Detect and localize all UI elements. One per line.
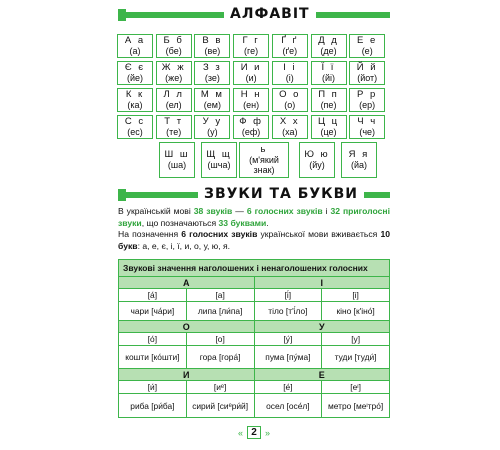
vowel-example: сирий [сиᵉри́й] <box>187 394 255 417</box>
vowel-transcription: [у́] <box>255 333 323 346</box>
letter: З з <box>203 62 222 73</box>
letter-name: (ге) <box>244 46 259 56</box>
letter-cell <box>117 34 153 58</box>
page-number-box: 2 <box>247 426 261 439</box>
intro-32-consonants: 32 приголосні звуки <box>118 206 391 228</box>
letter: ь <box>260 144 268 155</box>
letter-name: (пе) <box>320 100 337 110</box>
vowel-example: тіло [т'і́ло] <box>255 302 323 321</box>
letter-name: (йе) <box>126 73 144 83</box>
letter-name: (у) <box>207 127 218 137</box>
letter-cell <box>349 61 385 85</box>
letter-cell <box>156 88 192 112</box>
letter-name: (ша) <box>167 160 187 170</box>
letter-name: (ґе) <box>282 46 298 56</box>
vowel-transcription: [і́] <box>255 289 323 302</box>
vowel-example: гора [гора́] <box>187 346 255 369</box>
letter-name: (ка) <box>127 100 143 110</box>
letter-name: (ха) <box>282 127 298 137</box>
vowel-example: кіно [к'іно́] <box>322 302 389 321</box>
vowel-example: риба [ри́ба] <box>119 394 187 417</box>
letter: Ц ц <box>317 116 340 127</box>
letter-cell <box>311 88 347 112</box>
vowel-letter: О <box>119 321 255 333</box>
letter: І і <box>283 62 297 73</box>
letter-cell <box>194 115 230 139</box>
intro-dash: — <box>232 206 247 216</box>
letter-name: (йі) <box>321 73 336 83</box>
intro-letter-list: : а, е, є, і, ї, и, о, у, ю, я. <box>137 240 231 251</box>
chevron-right-icon: » <box>265 427 271 438</box>
letter-cell <box>233 115 269 139</box>
letter-cell <box>233 61 269 85</box>
vowel-transcription: [у] <box>322 333 389 346</box>
letter-name: (йа) <box>350 160 368 170</box>
letter: Ю ю <box>304 149 330 160</box>
letter: Й й <box>356 62 378 73</box>
vowel-example: липа [ли́па] <box>187 302 255 321</box>
letter: Д д <box>318 35 339 46</box>
letter-cell <box>349 34 385 58</box>
vowel-table-header: Звукові значення наголошених і ненаголошених голосних <box>119 260 389 277</box>
letter-name: (е) <box>361 46 373 56</box>
letter-cell <box>194 88 230 112</box>
letter-name: (йот) <box>357 73 378 83</box>
vowel-example: осел [осе́л] <box>255 394 323 417</box>
letter: Ф ф <box>239 116 263 127</box>
intro-dot: . <box>266 217 269 228</box>
letter-cell <box>233 88 269 112</box>
vowel-transcription: [иᵉ] <box>187 381 255 394</box>
letter-name: (і) <box>285 73 294 83</box>
letter: О о <box>279 89 301 100</box>
letter: С с <box>124 116 146 127</box>
vowel-transcription: [о] <box>187 333 255 346</box>
vowel-transcription: [е́] <box>255 381 323 394</box>
letter: И и <box>240 62 262 73</box>
letter-name: (а) <box>129 46 141 56</box>
letter: Б б <box>163 35 184 46</box>
vowel-example: кошти [ко́шти] <box>119 346 187 369</box>
intro-text: В українській мові <box>118 206 194 216</box>
letter: Л л <box>163 89 184 100</box>
letter: Н н <box>240 89 262 100</box>
letter-cell <box>194 34 230 58</box>
letter: Є є <box>124 62 146 73</box>
letter-cell <box>194 61 230 85</box>
letter-name: (це) <box>320 127 337 137</box>
intro-mid: , що позначаються <box>141 217 219 228</box>
letter: Ж ж <box>161 62 186 73</box>
letter-name: (де) <box>320 46 337 56</box>
vowel-transcription: [и́] <box>119 381 187 394</box>
letter-cell <box>272 115 308 139</box>
letter-name: (че) <box>359 127 376 137</box>
vowel-example: чари [ча́ри] <box>119 302 187 321</box>
alphabet-title: АЛФАВІТ <box>224 6 316 22</box>
letter-name: (ес) <box>127 127 143 137</box>
intro-6-vowels-b: 6 голосних звуків <box>181 229 258 239</box>
letter-cell <box>117 61 153 85</box>
letter-cell <box>159 142 195 178</box>
letter-name: (ер) <box>359 100 376 110</box>
vowel-letter: Е <box>255 369 390 381</box>
sounds-title: ЗВУКИ ТА БУКВИ <box>198 186 364 202</box>
alphabet-grid <box>117 34 389 190</box>
letter: Ґ ґ <box>281 35 299 46</box>
letter: Ч ч <box>357 116 378 127</box>
intro-2b: української мови вживається <box>257 229 381 239</box>
letter-cell <box>233 34 269 58</box>
letter-cell <box>341 142 377 178</box>
letter-name: (йу) <box>309 160 325 170</box>
letter-cell <box>156 115 192 139</box>
letter-cell <box>272 88 308 112</box>
intro-and: і <box>322 206 331 216</box>
letter-name: (ен) <box>243 100 260 110</box>
letter: Х х <box>279 116 300 127</box>
letter-cell <box>239 142 289 178</box>
letter: К к <box>125 89 145 100</box>
vowel-example: метро [меᶦтро́] <box>328 400 384 411</box>
intro-10-letters: 10 букв <box>118 229 390 251</box>
vowel-transcription: [і] <box>322 289 389 302</box>
vowel-letter: И <box>119 369 255 381</box>
letter-cell <box>156 61 192 85</box>
letter: Ш ш <box>164 149 190 160</box>
letter-cell <box>272 61 308 85</box>
letter-name: (ве) <box>204 46 221 56</box>
letter-cell <box>299 142 335 178</box>
letter-name: (еф) <box>241 127 261 137</box>
letter-name: (шча) <box>207 160 231 170</box>
intro-33-letters: 33 буквами <box>218 217 267 228</box>
letter-name: (же) <box>165 73 183 83</box>
letter-cell <box>349 115 385 139</box>
letter-name: (зе) <box>204 73 220 83</box>
letter: Г г <box>242 35 260 46</box>
intro-6-vowels: 6 голосних звуків <box>246 206 323 216</box>
letter: Ї ї <box>321 62 336 73</box>
vowel-example: пума [пу́ма] <box>255 346 323 369</box>
chevron-left-icon: « <box>238 427 244 438</box>
vowel-letter: У <box>255 321 390 333</box>
page-number <box>238 426 270 439</box>
letter: В в <box>202 35 223 46</box>
vowel-transcription: [о́] <box>119 333 187 346</box>
letter-cell <box>311 61 347 85</box>
letter: Е е <box>357 35 378 46</box>
letter-name: (ем) <box>203 100 221 110</box>
letter-cell <box>201 142 237 178</box>
letter-name: (ел) <box>165 100 182 110</box>
letter-name: (и) <box>245 73 257 83</box>
letter: М м <box>200 89 224 100</box>
letter-cell <box>272 34 308 58</box>
letter: Т т <box>164 116 184 127</box>
vowel-transcription: [еᶦ] <box>322 381 389 394</box>
vowel-transcription: [а] <box>187 289 255 302</box>
sounds-intro <box>118 206 390 252</box>
letter: П п <box>318 89 339 100</box>
letter: Р р <box>357 89 378 100</box>
vowel-letter: І <box>255 277 390 289</box>
letter-cell <box>117 115 153 139</box>
letter-cell <box>311 34 347 58</box>
vowel-table <box>118 259 390 418</box>
letter: Щ щ <box>206 149 232 160</box>
letter: Я я <box>348 149 370 160</box>
letter-cell <box>311 115 347 139</box>
intro-2a: На позначення <box>118 229 182 239</box>
vowel-example: туди [туди́] <box>322 346 389 369</box>
vowel-letter: А <box>119 277 255 289</box>
letter-name: (бе) <box>165 46 182 56</box>
letter: А а <box>124 35 146 46</box>
letter-cell <box>349 88 385 112</box>
letter-name: (о) <box>284 100 296 110</box>
intro-38-sounds: 38 звуків <box>193 206 233 216</box>
vowel-transcription: [а́] <box>119 289 187 302</box>
letter-name: (те) <box>166 127 182 137</box>
letter-cell <box>156 34 192 58</box>
letter: У у <box>202 116 223 127</box>
letter-cell <box>117 88 153 112</box>
letter-name: (м'який знак) <box>249 155 279 175</box>
